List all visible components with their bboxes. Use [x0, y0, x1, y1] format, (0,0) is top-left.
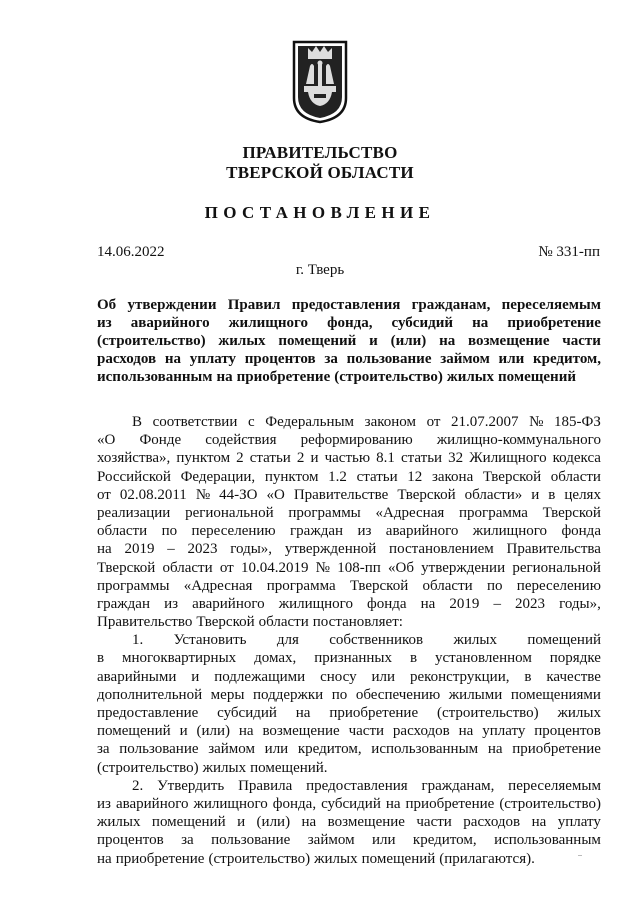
- body-line: хозяйства», пунктом 2 статьи 2 и частью 8.1 статьи 32 Жилищного кодекса: [97, 450, 601, 467]
- document-type: ПОСТАНОВЛЕНИЕ: [204, 203, 436, 222]
- body-line: помещений и (или) на возмещение части расходов на уплату процентов: [97, 723, 601, 740]
- government-name-line1: ПРАВИТЕЛЬСТВО: [242, 143, 398, 162]
- body-line: граждан из аварийного жилищного фонда на 2019 – 2023 годы»,: [97, 595, 601, 612]
- title-line: расходов на уплату процентов за пользование займом или кредитом,: [97, 351, 601, 367]
- body-line: программы «Адресная программа Тверской области по переселению: [97, 577, 601, 594]
- scan-mark: [578, 855, 582, 856]
- document-number: № 331-пп: [538, 244, 600, 260]
- body-line: предоставление субсидий на приобретение (строительство) жилых: [97, 705, 601, 721]
- title-line: из аварийного жилищного фонда, субсидий на приобретение: [97, 315, 601, 331]
- document-body: [97, 413, 601, 868]
- body-line: области по переселению граждан из аварийного жилищного фонда: [97, 523, 601, 540]
- body-line: из аварийного жилищного фонда, субсидий на приобретение (строительство): [97, 795, 601, 812]
- government-name-line2: ТВЕРСКОЙ ОБЛАСТИ: [226, 163, 414, 182]
- body-line: Тверской области от 10.04.2019 № 108-пп «Об утверждении региональной: [97, 559, 601, 576]
- body-line: процентов за пользование займом или кредитом, использованным: [97, 832, 601, 849]
- body-line: (строительство) жилых помещений.: [97, 759, 328, 776]
- document-city: г. Тверь: [295, 262, 345, 278]
- tver-coat-of-arms-icon: [292, 40, 348, 124]
- body-line: 1. Установить для собственников жилых помещений: [132, 632, 601, 649]
- title-line: (строительство) жилых помещений и (или) на возмещение части: [97, 333, 601, 349]
- body-line: 2. Утвердить Правила предоставления гражданам, переселяемым: [132, 777, 601, 794]
- body-line: реализации региональной программы «Адресная программа Тверской: [97, 504, 601, 521]
- body-line: «О Фонде содействия реформированию жилищно-коммунального: [97, 432, 601, 449]
- title-line: использованным на приобретение (строительство) жилых помещений: [97, 369, 576, 385]
- body-line: в многоквартирных домах, признанных в установленном порядке: [97, 650, 601, 667]
- body-line: Правительство Тверской области постановляет:: [97, 614, 403, 631]
- body-line: на приобретение (строительство) жилых помещений (прилагаются).: [97, 850, 535, 867]
- body-line: аварийными и подлежащими сносу или реконструкции, в качестве: [97, 668, 601, 685]
- title-line: Об утверждении Правил предоставления гражданам, переселяемым: [97, 297, 601, 313]
- body-line: жилых помещений и (или) на возмещение части расходов на уплату: [97, 814, 601, 831]
- body-line: В соответствии с Федеральным законом от 21.07.2007 № 185-ФЗ: [132, 414, 601, 430]
- document-date: 14.06.2022: [97, 244, 165, 260]
- body-line: от 02.08.2011 № 44-ЗО «О Правительстве Тверской области» и в целях: [97, 486, 601, 503]
- document-title: [97, 296, 601, 386]
- body-line: на 2019 – 2023 годы», утвержденной постановлением Правительства: [97, 541, 601, 558]
- body-line: Российской Федерации, пунктом 1.2 статьи 12 закона Тверской области: [97, 468, 601, 485]
- body-line: дополнительной меры поддержки по обеспечению жилыми помещениями: [97, 686, 601, 703]
- body-line: за пользование займом или кредитом, использованным на приобретение: [97, 741, 601, 758]
